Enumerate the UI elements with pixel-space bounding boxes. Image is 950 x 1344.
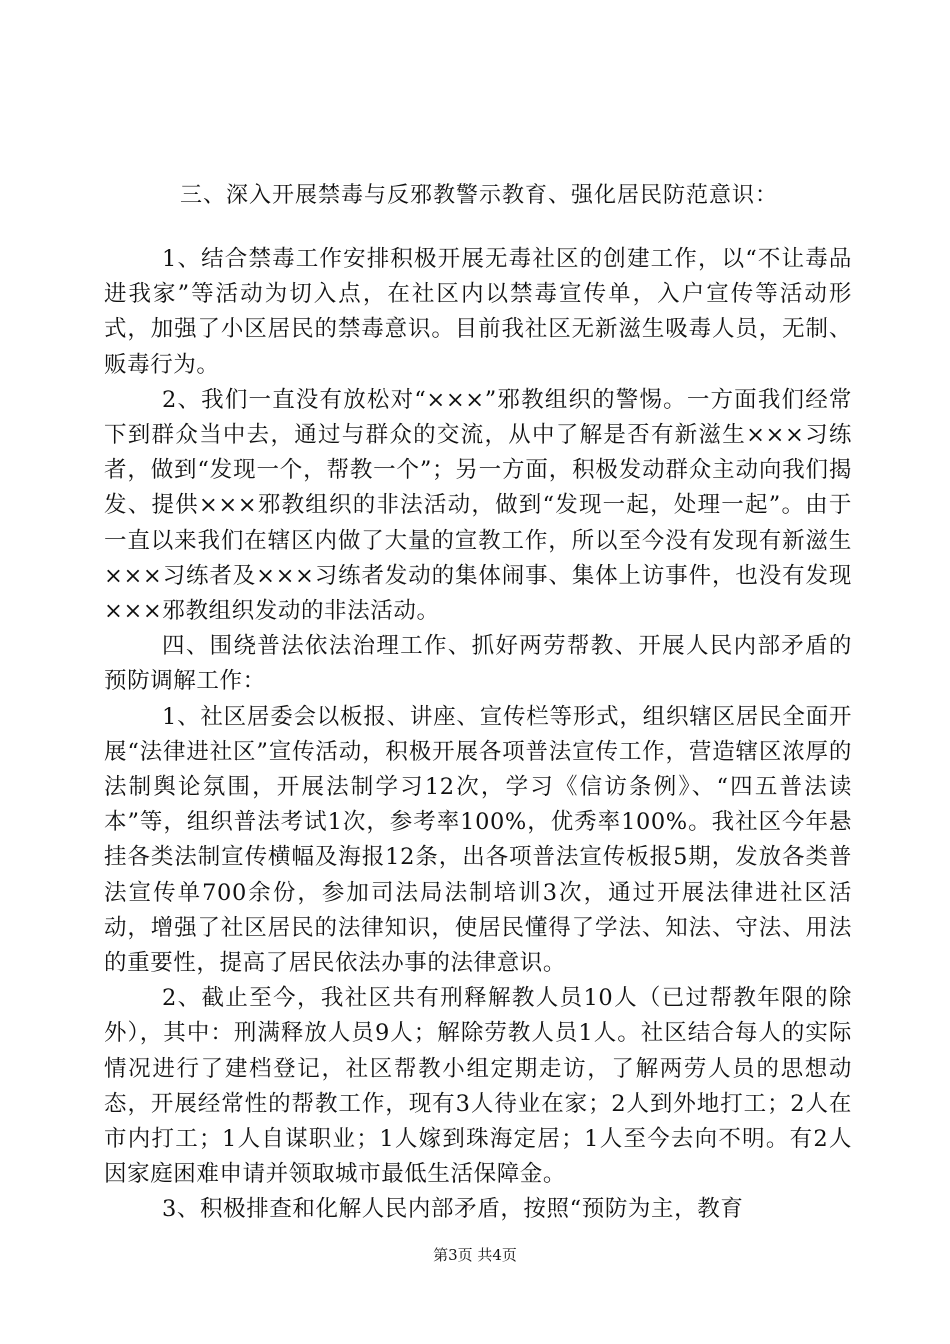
paragraph-cult-vigilance: 2、我们一直没有放松对“×××”邪教组织的警惕。一方面我们经常下到群众当中去，通过与群众的交流，从中了解是否有新滋生×××习练者，做到“发现一个，帮教一个”；另一方面，积极发动群众主动向我们揭发、提供×××邪教组织的非法活动，做到“发现一起，处理一起”。由于一直以来我们在辖区内做了大量的宣教工作，所以至今没有发现有新滋生×××习练者及×××习练者发动的集体闹事、集体上访事件，也没有发现×××邪教组织发动的非法活动。	[104, 386, 852, 625]
paragraph-legal-education: 1、社区居委会以板报、讲座、宣传栏等形式，组织辖区居民全面开展“法律进社区”宣传活动，积极开展各项普法宣传工作，营造辖区浓厚的法制舆论氛围，开展法制学习12次，学习《信访条例》、“四五普法读本”等，组织普法考试1次，参考率100%，优秀率100%。我社区今年悬挂各类法制宣传横幅及海报12条，出各项普法宣传板报5期，发放各类普法宣传单700余份，参加司法局法制培训3次，通过开展法律进社区活动，增强了社区居民的法律知识，使居民懂得了学法、知法、守法、用法的重要性，提高了居民依法办事的法律意识。	[104, 703, 852, 977]
paragraph-released-persons: 2、截止至今，我社区共有刑释解教人员10人（已过帮教年限的除外），其中：刑满释放人员9人；解除劳教人员1人。社区结合每人的实际情况进行了建档登记，社区帮教小组定期走访，了解两劳人员的思想动态，开展经常性的帮教工作，现有3人待业在家；2人到外地打工；2人在市内打工；1人自谋职业；1人嫁到珠海定居；1人至今去向不明。有2人因家庭困难申请并领取城市最低生活保障金。	[104, 985, 852, 1188]
section-heading-four: 四、围绕普法依法治理工作、抓好两劳帮教、开展人民内部矛盾的预防调解工作：	[104, 633, 852, 695]
page-footer: 第3页 共4页	[433, 1246, 517, 1264]
paragraph-drug-prevention: 1、结合禁毒工作安排积极开展无毒社区的创建工作，以“不让毒品进我家”等活动为切入点，在社区内以禁毒宣传单，入户宣传等活动形式，加强了小区居民的禁毒意识。目前我社区无新滋生吸毒人员，无制、贩毒行为。	[104, 246, 852, 378]
section-heading: 三、深入开展禁毒与反邪教警示教育、强化居民防范意识：	[180, 183, 779, 208]
document-body	[104, 242, 852, 1228]
paragraph-conflict-mediation: 3、积极排查和化解人民内部矛盾，按照“预防为主，教育	[162, 1196, 744, 1223]
